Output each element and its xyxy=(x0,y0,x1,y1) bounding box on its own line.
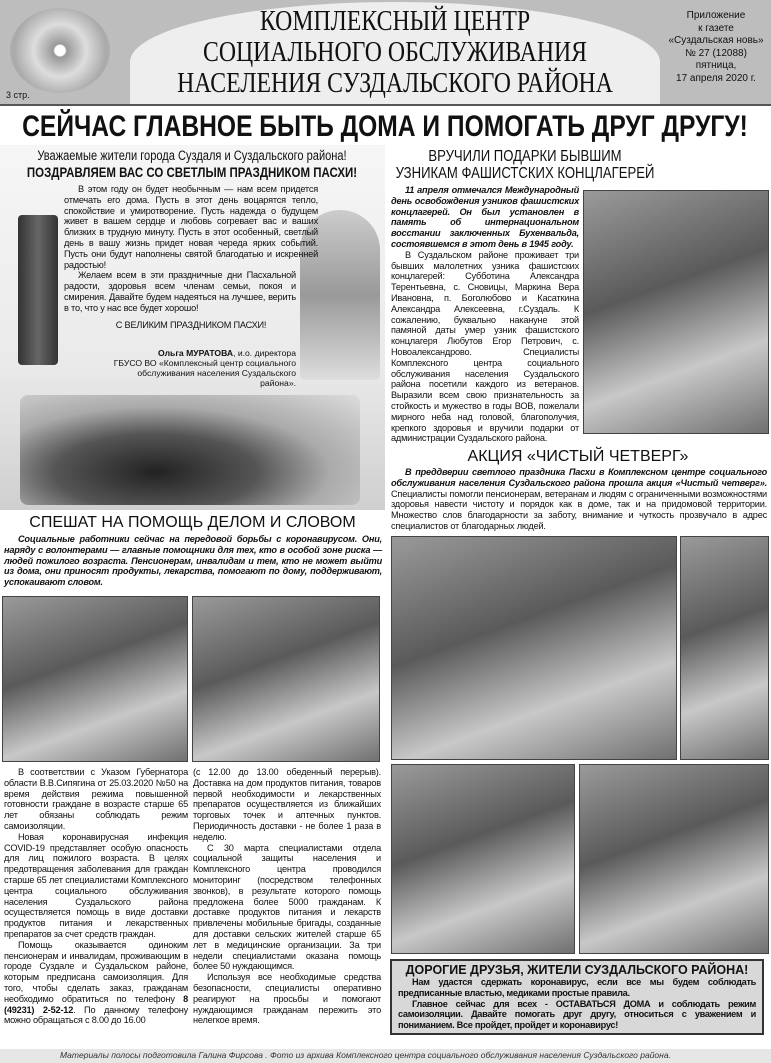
paragraph: Специалисты помогли пенсионерам, ветеранам и людям с ограниченными возможностями здоровья навести чистоту и порядок как в доме, так и на придомовой территории. Множество слов благодарности за заботу, внимание и чуткость прозвучало в адрес специалистов от благодарных людей. xyxy=(391,488,767,531)
signature xyxy=(100,348,296,388)
cleaning-photo-3 xyxy=(391,764,575,954)
lead: В преддверии светлого праздника Пасхи в Комплексном центре социального обслуживания населения Суздальского района прошла акция «Чистый четверг». xyxy=(391,467,767,488)
issue-line: 17 апреля 2020 г. xyxy=(676,72,756,84)
title-line: УЗНИКАМ ФАШИСТСКИХ КОНЦЛАГЕРЕЙ xyxy=(395,165,655,182)
help-lead xyxy=(4,534,382,588)
issue-line: «Суздальская новь» xyxy=(668,35,764,46)
cleaning-photo-4 xyxy=(579,764,769,954)
appeal-box xyxy=(390,959,764,1035)
thursday-body xyxy=(391,467,767,532)
paragraph: Главное сейчас для всех - ОСТАВАТЬСЯ ДОМА и соблюдать режим самоизоляции. Давайте помогать друг другу, относиться с уважением и пониманием. Все пройдет, пройдет и коронавирус! xyxy=(398,998,756,1031)
title-line: ВРУЧИЛИ ПОДАРКИ БЫВШИМ xyxy=(428,148,622,165)
gifts-body xyxy=(391,185,579,444)
title-line: СОЦИАЛЬНОГО ОБСЛУЖИВАНИЯ xyxy=(202,36,588,68)
issue-line: пятница, xyxy=(695,60,737,71)
appeal-title: ДОРОГИЕ ДРУЗЬЯ, ЖИТЕЛИ СУЗДАЛЬСКОГО РАЙОНА! xyxy=(405,963,749,977)
paragraph: . По данному телефону можно обращаться с 8.00 до 16.00 xyxy=(4,1004,188,1026)
phone-number: 8 (49231) 2-52-12 xyxy=(4,993,188,1015)
gifts-photo xyxy=(583,190,769,434)
signer-org: ГБУСО ВО «Комплексный центр социального обслуживания населения Суздальского района». xyxy=(113,358,296,388)
paragraph: Используя все необходимые средства безопасности, специалисты оперативно реагируют на просьбы и помогают нуждающимся гражданам пережить это нелегкое время. xyxy=(193,972,381,1026)
main-headline: СЕЙЧАС ГЛАВНОЕ БЫТЬ ДОМА И ПОМОГАТЬ ДРУГ ДРУГУ! xyxy=(22,110,748,143)
paragraph: В этом году он будет необычным — нам всем придется отмечать его дома. Пусть в этот день воцарятся тепло, спокойствие и умиротворение. Пусть надежда о будущем живет в вашем сердце и любовь согревает вас и ваших близких в трудную минуту. Пусть в этот особенный, светлый день в вашу жизнь придет новая череда ярких событий. Пусть они будут наполнены святой благодатью и искренней радостью! xyxy=(64,184,318,270)
paragraph: Новая коронавирусная инфекция COVID-19 представляет особую опасность для лиц пожилого возраста. В целях предотвращения заболевания для граждан старше 65 лет специалистами Комплексного центра социального обслуживания населения Суздальского района осуществляется помощь в виде доставки продуктов питания и лекарственных препаратов за счет средств граждан. xyxy=(4,831,188,939)
title-line: КОМПЛЕКСНЫЙ ЦЕНТР xyxy=(259,5,531,37)
help-col-2 xyxy=(193,767,381,1026)
greeting-salutation: Уважаемые жители города Суздаля и Суздальского района! xyxy=(37,148,347,163)
gifts-title xyxy=(396,148,655,182)
candle-image xyxy=(18,215,58,365)
cleaning-photo-1 xyxy=(391,536,677,760)
paragraph: В Суздальском районе проживает три бывших малолетних узника фашистских концлагерей: Субботина Александра Терентьевна, с. Сновицы, Маркина Вера Ивановна, п. Боголюбово и Касаткина Александра Алексеевна, г.Суздаль. К сожалению, буквально накануне этой памяной даты умер узник фашистского концлагеря Любутов Егор Петрович, с. Новоалександрово. Специалисты Комплексного центра социального обслуживания населения Суздальского района посетили каждого из ветеранов. Выразили всем свою признательность за стойкость и мужество в годы ВОВ, пожелали мирного неба над головой, благополучия, крепкого здоровья и вручили подарки от администрации Суздальского района. xyxy=(391,249,579,444)
credits-footer: Материалы полосы подготовила Галина Фирсова . Фото из архива Комплексного центра социального обслуживания населения Суздальского района. xyxy=(0,1049,771,1063)
greeting-title: ПОЗДРАВЛЯЕМ ВАС СО СВЕТЛЫМ ПРАЗДНИКОМ ПАСХИ! xyxy=(26,164,358,180)
help-photo-2 xyxy=(192,596,380,762)
help-col-1 xyxy=(4,767,188,1026)
issue-line: № 27 (12088) xyxy=(685,47,747,59)
easter-eggs-image xyxy=(20,395,360,505)
greeting-closing: С ВЕЛИКИМ ПРАЗДНИКОМ ПАСХИ! xyxy=(115,319,267,330)
lead: 11 апреля отмечался Международный день освобождения узников фашистских концлагерей. Он был установлен в память об интернациональном восстании заключенных Бухенвальда, состоявшемся в этот день в 1945 году. xyxy=(391,185,579,249)
logo xyxy=(10,8,110,93)
signer-name: Ольга МУРАТОВА xyxy=(158,348,234,358)
help-photo-1 xyxy=(2,596,188,762)
signer-title: , и.о. директора xyxy=(233,348,296,358)
issue-line: к газете xyxy=(698,22,734,34)
issue-info xyxy=(664,10,768,85)
paragraph: С 30 марта специалистами отдела социальной защиты населения и Комплексного центра проводился мониторинг (посредством телефонных звонков), в результате которого помощь предложена более 5000 гражданам. К доставке продуктов питания и лекарств привлечены мобильные бригады, созданные для доставки сельских жителей старше 65 лет в медицинские организации. За три недели специалистами оказана помощь более 50 нуждающимся. xyxy=(193,842,381,972)
masthead-title xyxy=(177,6,613,99)
lead: Социальные работники сейчас на передовой борьбы с коронавирусом. Они, наряду с волонтерами — главные помощники для тех, кто в особой зоне риска — людей пожилого возраста. Пенсионерам, инвалидам и тем, кто не может выйти из дома, они приносят продукты, лекарства, помогают по дому, поддерживают, успокаивают словом. xyxy=(4,534,382,588)
thursday-title: АКЦИЯ «ЧИСТЫЙ ЧЕТВЕРГ» xyxy=(467,448,689,465)
issue-line: Приложение xyxy=(686,10,746,21)
help-title: СПЕШАТ НА ПОМОЩЬ ДЕЛОМ И СЛОВОМ xyxy=(29,514,356,531)
cleaning-photo-2 xyxy=(680,536,769,760)
greeting-body xyxy=(64,184,318,330)
title-line: НАСЕЛЕНИЯ СУЗДАЛЬСКОГО РАЙОНА xyxy=(177,67,613,99)
paragraph: В соответствии с Указом Губернатора области В.В.Сипягина от 25.03.2020 №50 на время действия режима повышенной готовности граждане в возрасте старше 65 лет обязаны соблюдать режим самоизоляции. xyxy=(4,767,188,831)
paragraph: Желаем всем в эти праздничные дни Пасхальной радости, здоровья всем членам семьи, покоя и смирения. Давайте будем надеяться на лучшее, верить в то, что у нас все будет хорошо! xyxy=(64,270,296,313)
paragraph: Нам удастся сдержать коронавирус, если все мы будем соблюдать предписанные властью, медиками простые правила. xyxy=(398,977,756,998)
paragraph: Помощь оказывается одиноким пенсионерам и инвалидам, проживающим в городе Суздале и Суздальском районе, которым предписана самоизоляция. Для того, чтобы сделать заказ, гражданам необходимо обратиться по телефону xyxy=(4,939,188,1004)
paragraph: (с 12.00 до 13.00 обеденный перерыв). Доставка на дом продуктов питания, товаров первой необходимости и лекарственных препаратов осуществляется из ближайших торговых точек и аптечных пунктов. Периодичность доставки - не более 1 раза в неделю. xyxy=(193,767,381,842)
page-number: 3 стр. xyxy=(6,90,30,100)
